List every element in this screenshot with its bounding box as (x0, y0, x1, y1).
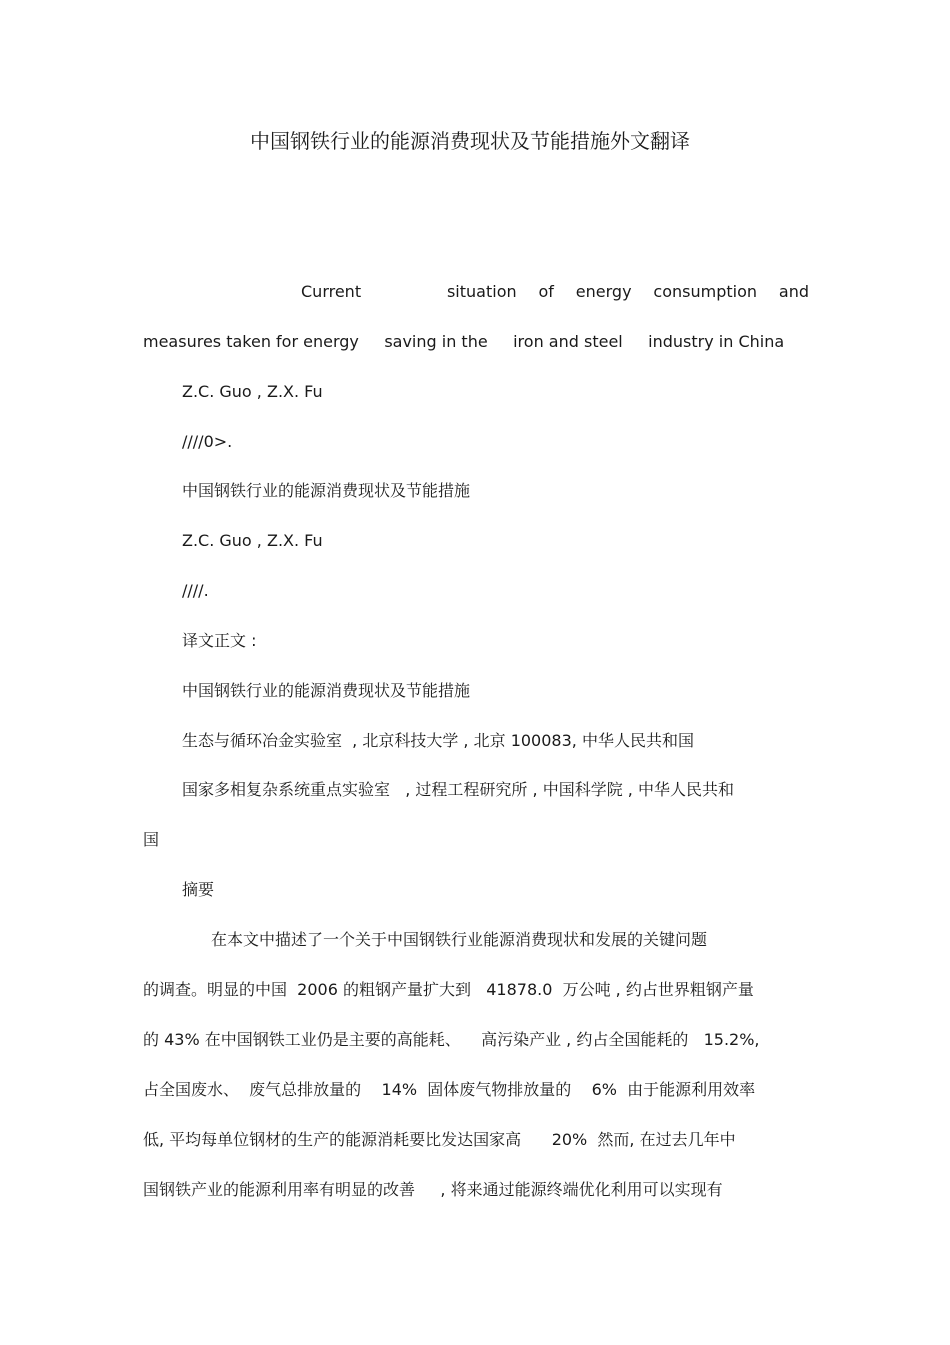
english-title-word: consumption (653, 282, 758, 301)
translation-label: 译文正文 : (182, 631, 257, 650)
english-title-line-1 (143, 282, 809, 302)
english-title-word: and (778, 282, 809, 301)
english-title-word: energy (575, 282, 632, 301)
english-title-word: of (538, 282, 554, 301)
authors-line: Z.C. Guo , Z.X. Fu (182, 531, 323, 550)
abstract-line: 低, 平均每单位钢材的生产的能源消耗要比发达国家高 20% 然而, 在过去几年中 (143, 1130, 736, 1149)
abstract-line: 占全国废水、 废气总排放量的 14% 固体废气物排放量的 6% 由于能源利用效率 (143, 1080, 756, 1099)
affiliation-line: 国家多相复杂系统重点实验室 , 过程工程研究所 , 中国科学院 , 中华人民共和 (182, 780, 734, 799)
chinese-title: 中国钢铁行业的能源消费现状及节能措施 (182, 481, 471, 500)
affiliation-line: 国 (143, 830, 160, 849)
abstract-line: 国钢铁产业的能源利用率有明显的改善 , 将来通过能源终端优化利用可以实现有 (143, 1180, 723, 1199)
english-title-line-2: measures taken for energy saving in the iron and steel industry in China (143, 332, 785, 351)
abstract-line: 的调查。明显的中国 2006 的粗钢产量扩大到 41878.0 万公吨 , 约占世界粗钢产量 (143, 980, 754, 999)
abstract-line: 在本文中描述了一个关于中国钢铁行业能源消费现状和发展的关键问题 (211, 930, 708, 949)
authors-line: Z.C. Guo , Z.X. Fu (182, 382, 323, 401)
english-title-word: Current (301, 282, 362, 301)
code-line: ////. (182, 581, 209, 600)
abstract-heading: 摘要 (182, 880, 215, 899)
chinese-title: 中国钢铁行业的能源消费现状及节能措施 (182, 681, 471, 700)
english-title-word: situation (446, 282, 517, 301)
document-title: 中国钢铁行业的能源消费现状及节能措施外文翻译 (250, 129, 690, 153)
affiliation-line: 生态与循环冶金实验室 , 北京科技大学 , 北京 100083, 中华人民共和国 (182, 731, 694, 750)
abstract-line: 的 43% 在中国钢铁工业仍是主要的高能耗、 高污染产业 , 约占全国能耗的 15.2%, (143, 1030, 760, 1049)
code-line: ////0>. (182, 432, 233, 451)
